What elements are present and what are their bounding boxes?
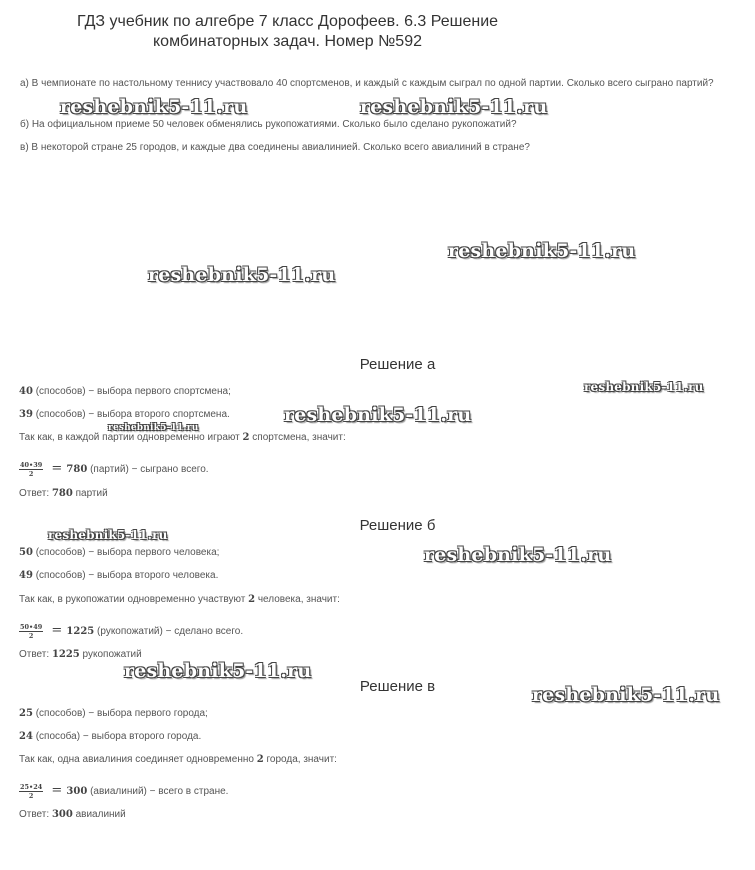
solution-a-formula: $\frac{40•39}{2}$ = 780 (партий) − сыграно всего. [20, 461, 209, 478]
watermark: reshebnik5-11.ru [360, 96, 548, 118]
watermark: reshebnik5-11.ru [124, 660, 312, 682]
solution-a-heading: Решение а [359, 356, 436, 373]
watermark: reshebnik5-11.ru [584, 380, 704, 394]
watermark: reshebnik5-11.ru [148, 264, 336, 286]
solution-a-answer: Ответ: 780 партий [19, 488, 108, 499]
solution-a-line-1: 40 (способов) − выбора первого спортсмена; [19, 386, 231, 397]
solution-b-formula: $\frac{50•49}{2}$ = 1225 (рукопожатий) − сделано всего. [20, 623, 244, 640]
solution-c-heading: Решение в [359, 678, 436, 695]
solution-a-line-3: Так как, в каждой партии одновременно играют 2 спортсмена, значит: [19, 432, 346, 443]
watermark: reshebnik5-11.ru [108, 423, 199, 433]
fraction: $\frac{50•49}{2}$ [20, 623, 43, 640]
solution-c-answer: Ответ: 300 авиалиний [19, 809, 126, 820]
fraction: $\frac{25•24}{2}$ [20, 783, 43, 800]
solution-b-line-2: 49 (способов) − выбора второго человека. [19, 570, 219, 581]
solution-c-line-2: 24 (способа) − выбора второго города. [19, 731, 202, 742]
watermark: reshebnik5-11.ru [60, 96, 248, 118]
solution-a-line-2: 39 (способов) − выбора второго спортсмена. [19, 409, 230, 420]
solution-b-heading: Решение б [359, 517, 436, 534]
question-b: б) На официальном приеме 50 человек обменялись рукопожатиями. Сколько было сделано рукопожатий? [20, 119, 517, 130]
watermark: reshebnik5-11.ru [448, 240, 636, 262]
watermark: reshebnik5-11.ru [284, 404, 472, 426]
watermark: reshebnik5-11.ru [424, 544, 612, 566]
solution-c-line-3: Так как, одна авиалиния соединяет одновременно 2 города, значит: [19, 754, 337, 765]
question-c: в) В некоторой стране 25 городов, и каждые два соединены авиалинией. Сколько всего авиалиний в стране? [20, 142, 530, 153]
solution-b-answer: Ответ: 1225 рукопожатий [19, 649, 142, 660]
solution-c-line-1: 25 (способов) − выбора первого города; [19, 708, 208, 719]
solution-c-formula: $\frac{25•24}{2}$ = 300 (авиалиний) − всего в стране. [20, 783, 229, 800]
question-a: а) В чемпионате по настольному теннису участвовало 40 спортсменов, и каждый с каждым сыграл по одной партии. Сколько всего сыграно партий? [20, 78, 714, 89]
watermark: reshebnik5-11.ru [532, 684, 720, 706]
solution-b-line-1: 50 (способов) − выбора первого человека; [19, 547, 220, 558]
fraction: $\frac{40•39}{2}$ [20, 461, 43, 478]
page-title: ГДЗ учебник по алгебре 7 класс Дорофеев. 6.3 Решение комбинаторных задач. Номер №592 [76, 13, 499, 50]
solution-b-line-3: Так как, в рукопожатии одновременно участвуют 2 человека, значит: [19, 594, 340, 605]
watermark: reshebnik5-11.ru [48, 528, 168, 542]
